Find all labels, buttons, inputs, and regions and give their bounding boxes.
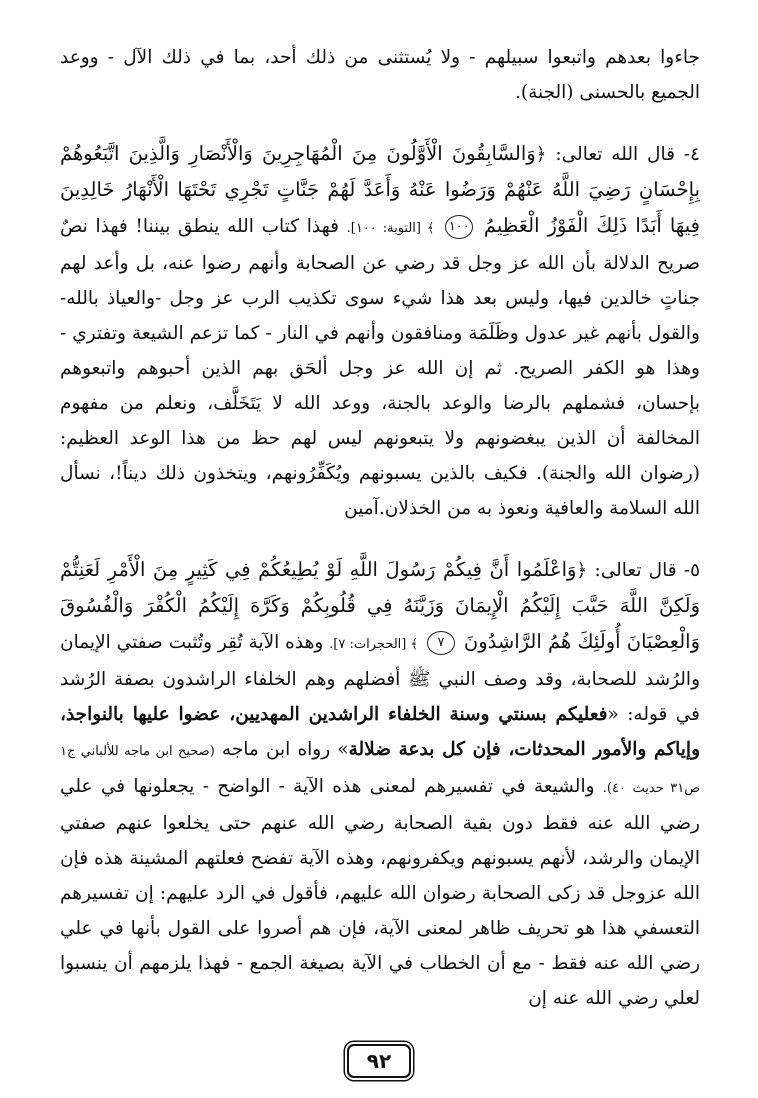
section-4 bbox=[60, 136, 700, 526]
page-footer bbox=[0, 1044, 758, 1078]
quran-verse-tawbah: وَالسَّابِقُونَ الْأَوَّلُونَ مِنَ الْمُهَاجِرِينَ وَالْأَنْصَارِ وَالَّذِينَ اتَّبَعُوهُمْ بِإِحْسَانٍ رَضِيَ اللَّهُ عَنْهُمْ وَرَضُوا عَنْهُ وَأَعَدَّ لَهُمْ جَنَّاتٍ تَجْرِي تَحْتَهَا الْأَنْهَارُ خَالِدِينَ فِيهَا أَبَدًا ذَلِكَ الْفَوْزُ الْعَظِيمُ bbox=[60, 142, 700, 237]
hadith-quote: فعليكم بسنتي وسنة الخلفاء الراشدين المهديين، عضوا عليها بالنواجذ، وإياكم والأمور المحدثات، فإن كل بدعة ضلالة bbox=[60, 704, 701, 760]
section-5-text: وهذه الآية تُقِر وتُثبت صفتي الإيمان والرُشد للصحابة، وقد وصف النبي ﷺ أفضلهم وهم الخلفاء الراشدون بصفة الرُشد في قوله: « bbox=[60, 632, 700, 725]
section-gap bbox=[60, 526, 700, 552]
section-5-intro: ٥- قال تعالى: ﴿ bbox=[576, 560, 700, 581]
paragraph-continuation bbox=[60, 40, 700, 110]
section-5 bbox=[60, 552, 700, 1016]
section-5-commentary: والشيعة في تفسيرهم لمعنى هذه الآية - الواضح - يجعلونها في علي رضي الله عنه فقط دون بقية الصحابة رضي الله عنهم حتى يخلعوا عنهم صفتي الإيمان والرشد، لأنهم يسبونهم ويكفرونهم، وهذه الآية تفضح فعلتهم المشينة هذه فإن الله عزوجل قد زكى الصحابة رضوان الله عليهم، فأقول في الرد عليهم: إن تفسيرهم التعسفي هذا هو تحريف ظاهر لمعنى الآية، فإن هم أصروا على القول بأنها في علي رضي الله عنه فقط - مع أن الخطاب في الآية بصيغة الجمع - فهذا يلزمهم أن ينسبوا لعلي رضي الله عنه إن bbox=[60, 776, 700, 1009]
verse-reference: ﴾ [الحجرات: ٧]. bbox=[329, 637, 419, 652]
hadith-source: » رواه ابن ماجه bbox=[221, 739, 349, 760]
hadith-citation: (صحيح ابن ماجه للألباني ج١ ص٣١ حديث ٤٠). bbox=[60, 744, 700, 796]
quran-verse-hujurat: وَاعْلَمُوا أَنَّ فِيكُمْ رَسُولَ اللَّهِ لَوْ يُطِيعُكُمْ فِي كَثِيرٍ مِنَ الْأَمْرِ لَعَنِتُّمْ وَلَكِنَّ اللَّهَ حَبَّبَ إِلَيْكُمُ الْإِيمَانَ وَزَيَّنَهُ فِي قُلُوبِكُمْ وَكَرَّهَ إِلَيْكُمُ الْكُفْرَ وَالْفُسُوقَ وَالْعِصْيَانَ أُولَئِكَ هُمُ الرَّاشِدُونَ bbox=[60, 558, 700, 653]
page-body bbox=[60, 40, 700, 1016]
section-4-intro: ٤- قال الله تعالى: ﴿ bbox=[535, 144, 700, 165]
ayah-number-marker: ١٠٠ bbox=[445, 215, 473, 239]
section-4-commentary: فهذا كتاب الله ينطق بيننا! فهذا نصٌ صريح الدلالة بأن الله عز وجل قد رضي عن الصحابة وأنهم رضوا عنه، بل وأعد لهم جناتٍ خالدين فيها، وليس بعد هذا شيء سوى تكذيب الرب عز وجل -والعياذ بالله- والقول بأنهم غير عدول وظَلَمَة ومنافقون وأنهم في النار - كما تزعم الشيعة وتفتري - وهذا هو الكفر الصريح. ثم إن الله عز وجل ألحَق بهم الذين أحبوهم واتبعوهم بإحسان، فشملهم بالرضا والوعد بالجنة، ووعد الله لا يَتَخَلَّف، ونعلم من مفهوم المخالفة أن الذين يبغضونهم ولا يتبعونهم ليس لهم حظ من هذا الوعد العظيم: (رضوان الله والجنة). فكيف بالذين يسبونهم ويُكَفِّرُونهم، ويتخذون ذلك ديناً!، نسأل الله السلامة والعافية ونعوذ به من الخذلان.آمين bbox=[60, 216, 700, 519]
ayah-number-marker: ٧ bbox=[427, 631, 455, 655]
page-number: ٩٢ bbox=[347, 1044, 411, 1078]
section-gap bbox=[60, 110, 700, 136]
paragraph-text: جاءوا بعدهم واتبعوا سبيلهم - ولا يُستثنى من ذلك أحد، بما في ذلك الآل - ووعد الجميع بالحسنى (الجنة). bbox=[60, 47, 700, 103]
verse-reference: ﴾ [التوبة: ١٠٠]. bbox=[346, 221, 435, 236]
